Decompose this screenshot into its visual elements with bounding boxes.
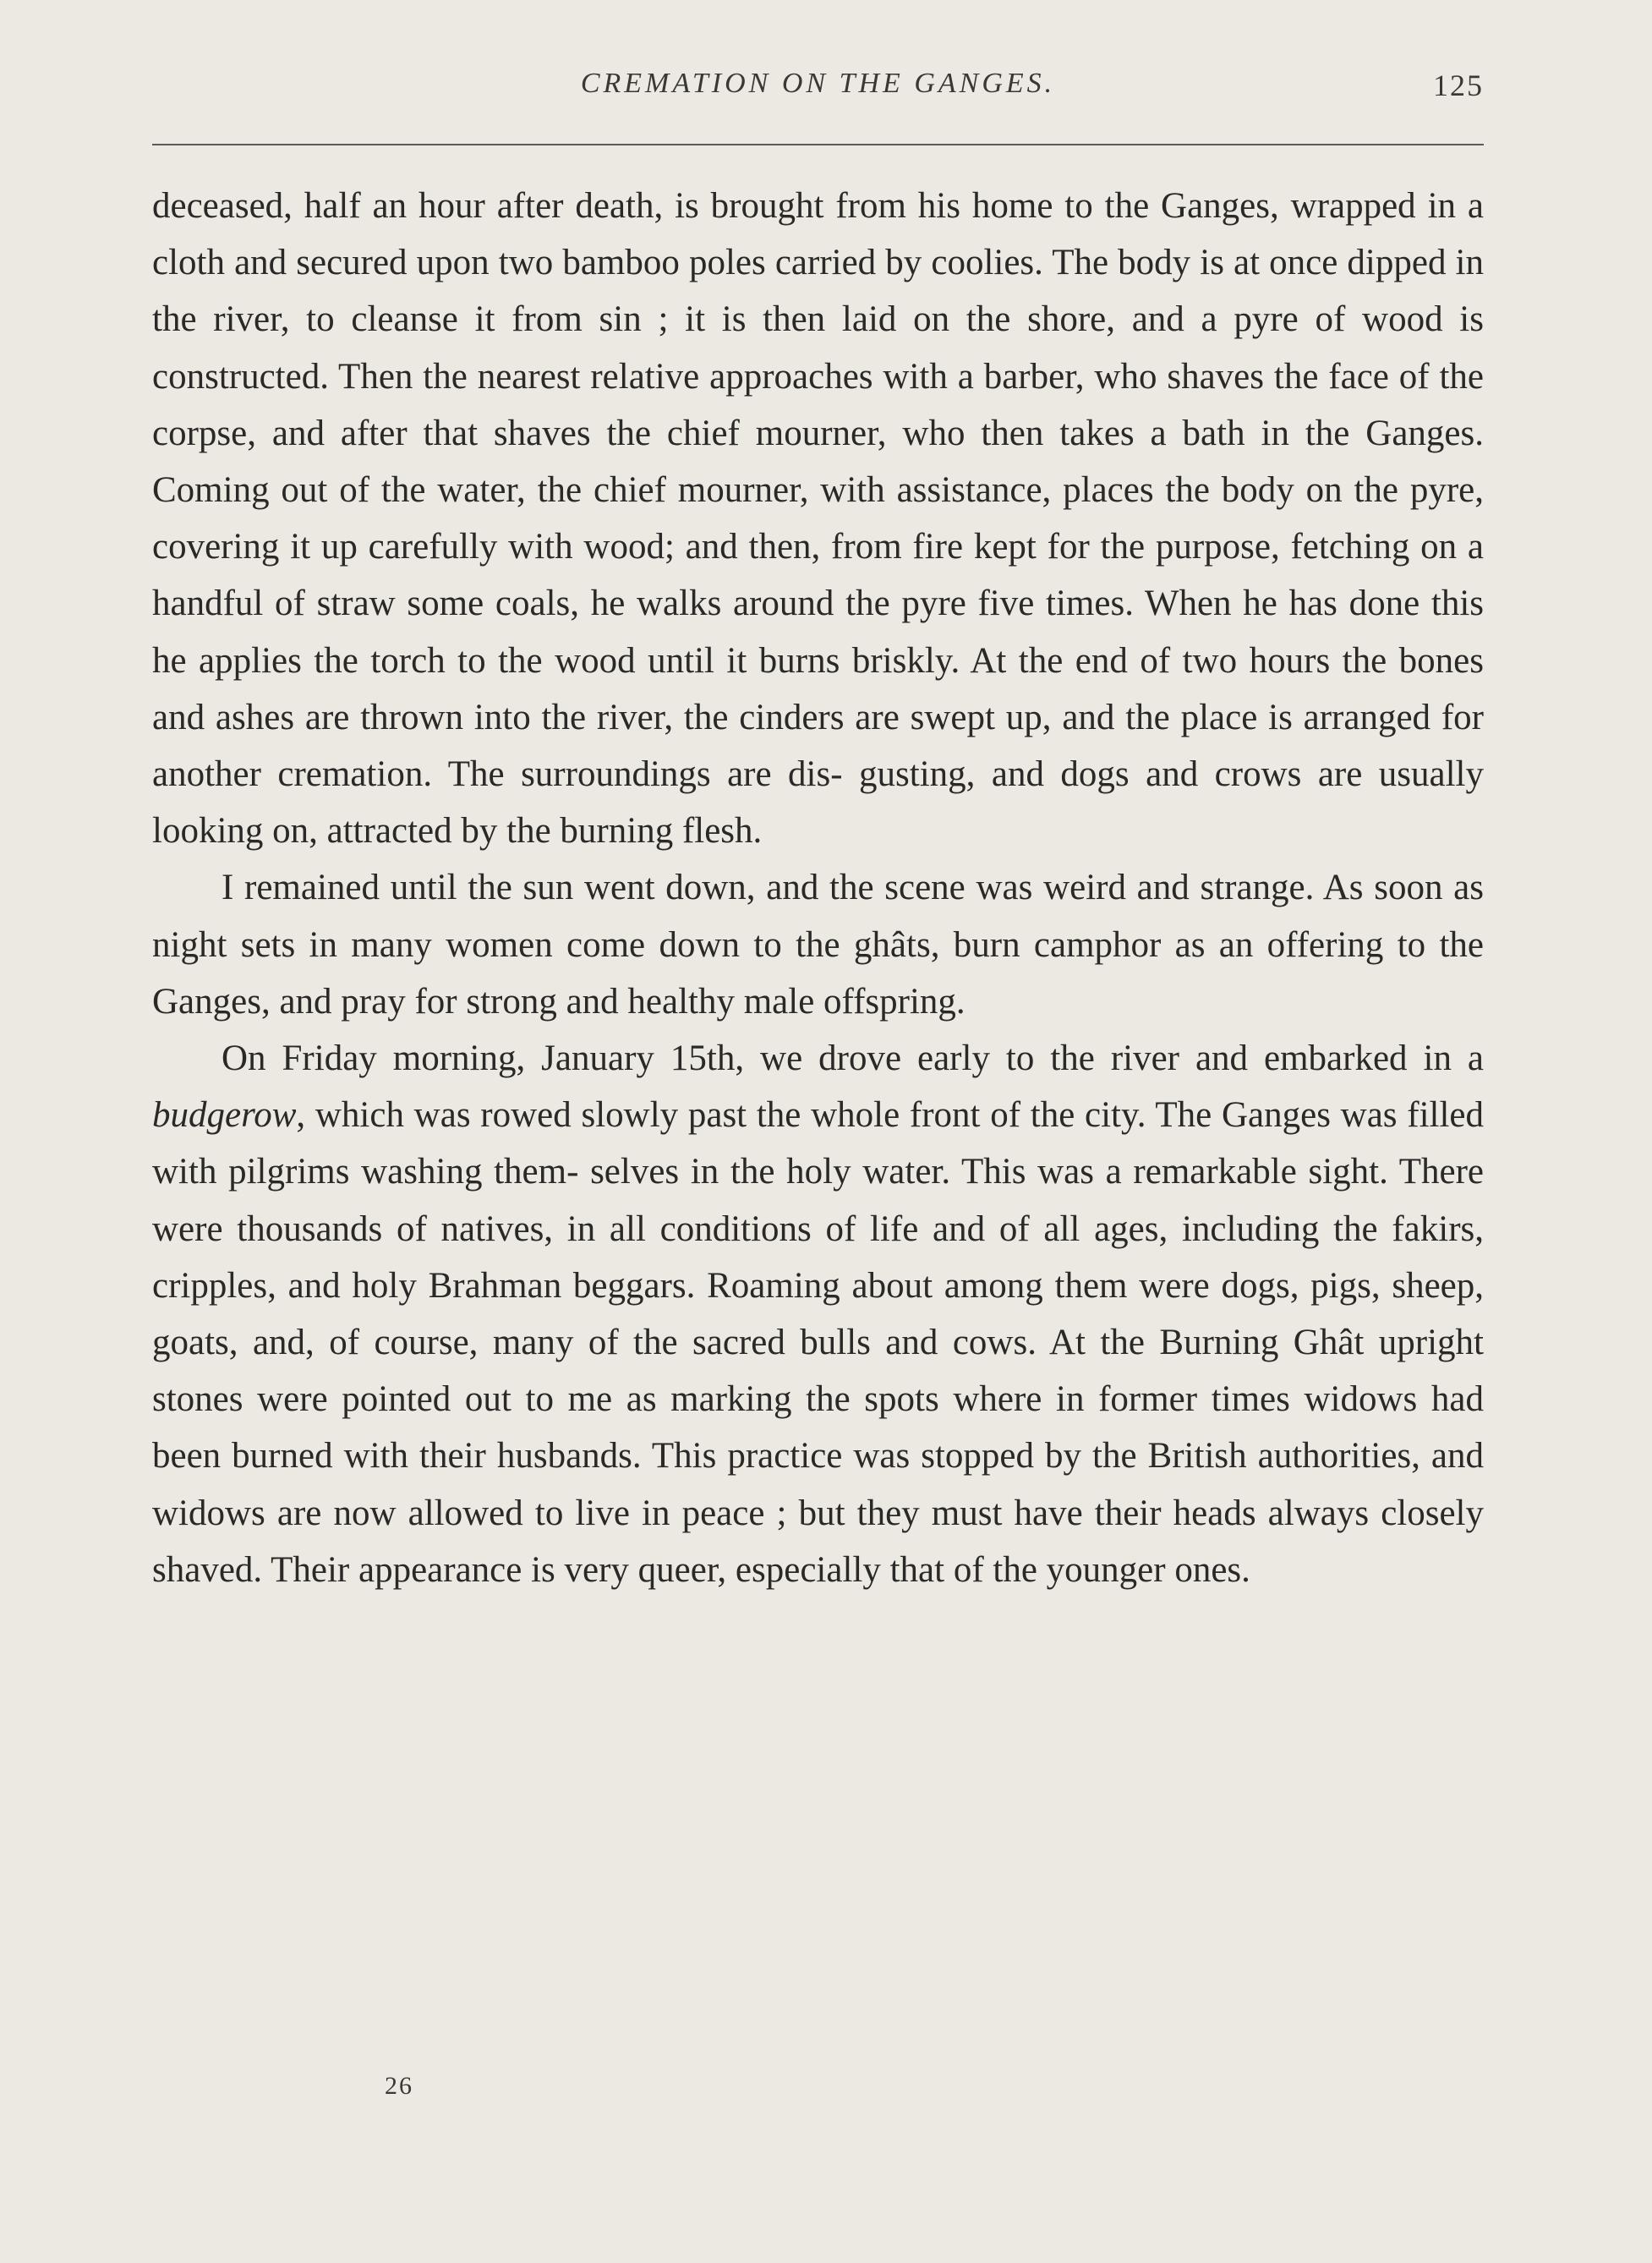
signature-mark: 26 (385, 2072, 413, 2100)
paragraph-3-start: On Friday morning, January 15th, we drove early to the river and embarked in a (222, 1038, 1484, 1079)
paragraph-1: deceased, half an hour after death, is brought from his home to the Ganges, wrapped in a cloth and secured upon two bamboo poles carried by coolies. The body is at once dipped in the river, to cleanse it from sin ; it is then laid on the shore, and a pyre of wood is constructed. Then the nearest relative approaches with a barber, who shaves the face of the corpse, and after that shaves the chief mourner, who then takes a bath in the Ganges. Coming out of the water, the chief mourner, with assistance, places the body on the pyre, covering it up carefully with wood; and then, from fire kept for the purpose, fetching on a handful of straw some coals, he walks around the pyre five times. When he has done this he applies the torch to the wood until it burns briskly. At the end of two hours the bones and ashes are thrown into the river, the cinders are swept up, and the place is arranged for another cremation. The surroundings are dis- gusting, and dogs and crows are usually looking on, attracted by the burning flesh. (152, 186, 1484, 852)
paragraph-2: I remained until the sun went down, and the scene was weird and strange. As soon as night sets in many women come down to the ghâts, burn camphor as an offering to the Ganges, and pray for strong and healthy male offspring. (152, 868, 1484, 1022)
page-number: 125 (1433, 68, 1484, 102)
running-head (152, 68, 1484, 118)
body-text (152, 178, 1484, 1598)
header-rule (152, 144, 1484, 145)
paragraph-3-rest: , which was rowed slowly past the whole front of the city. The Ganges was filled with pilgrims washing them- selves in the holy water. This was a remarkable sight. There were thousands of natives, in all conditions of life and of all ages, including the fakirs, cripples, and holy Brahman beggars. Roaming about among them were dogs, pigs, sheep, goats, and, of course, many of the sacred bulls and cows. At the Burning Ghât upright stones were pointed out to me as marking the spots where in former times widows had been burned with their husbands. This practice was stopped by the British authorities, and widows are now allowed to live in peace ; but they must have their heads always closely shaved. Their appearance is very queer, especially that of the younger ones. (152, 1095, 1484, 1590)
paragraph-3 (152, 1030, 1484, 1598)
running-title: CREMATION ON THE GANGES. (580, 68, 1056, 99)
italic-term-budgerow: budgerow (152, 1095, 297, 1136)
